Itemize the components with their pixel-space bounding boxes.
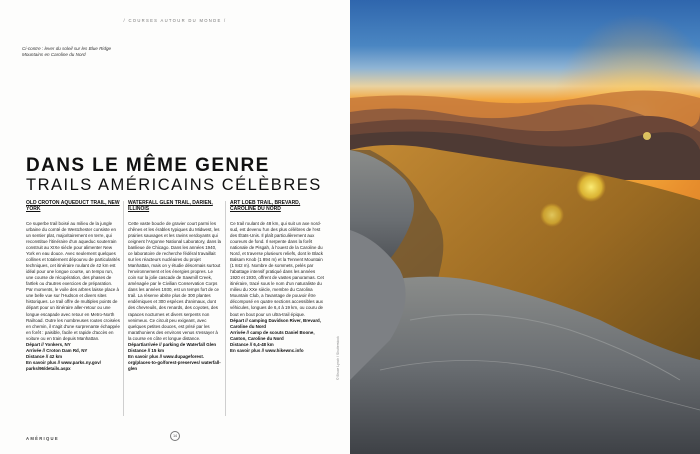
- trail-column-1: [26, 200, 120, 372]
- trail-title: ART LOEB TRAIL, BREVARD, CAROLINE DU NORD: [230, 200, 301, 213]
- trail-info: [128, 342, 222, 372]
- trail-description: Ce trail roulant de 48 km, qui suit un axe nord-sud, est devenu l'un des plus célèbres de l'est des États-Unis. Il plaît particulièrement aux coureurs de fond. Il serpente dans la forêt nationale de Pisgah, à l'ouest de la Caroline du Nord, et traverse plusieurs reliefs, dont le Black Balsam Knob (1 894 m) et la Tennent Mountain (1 842 m). Nombre de sommets, pelés par l'abattage intensif pratiqué dans les années 1920 et 1930, offrent de vastes panoramas. Cet itinéraire, tracé sous le nom d'un naturaliste du milieu du XXe siècle, membre du Carolina Mountain Club, a l'avantage de pouvoir être décomposé en quatre sections accessibles aux véhicules, longues de 6,4 à 19 km, ou couru de bout en bout pour un ultra-trail épique.: [230, 220, 324, 317]
- section-label: AMÉRIQUE: [26, 436, 59, 441]
- trail-more-info-link[interactable]: En savoir plus // www.parks.ny.gov/ parks/96/details.aspx: [26, 359, 101, 371]
- trail-distance: Distance // 6,4-48 km: [230, 341, 274, 347]
- column-divider: [123, 201, 124, 416]
- trail-start: Départ // Yonkers, NY: [26, 341, 71, 347]
- trail-more-info-link[interactable]: En savoir plus // www.hikewnc.info: [230, 347, 304, 353]
- trail-distance: Distance // 15 km: [128, 347, 165, 353]
- trail-title: WATERFALL GLEN TRAIL, DARIEN, ILLINOIS: [128, 200, 213, 213]
- column-divider: [225, 201, 226, 416]
- trail-title: OLD CROTON AQUEDUCT TRAIL, NEW YORK: [26, 200, 120, 213]
- trail-description: Ce superbe trail boisé au milieu de la jungle urbaine du comté de Westchester consiste en un sentier plat, majoritairement en terre, qui reconstitue l'itinéraire d'un aqueduc souterrain construit au XIXe siècle pour alimenter New York en eau douce. Avec seulement quelques collines et totalement dépourvu de particularités techniques, cet itinéraire roulant de 42 km est idéal pour une longue course, un tempo run, une course de récupération, des phases de fartlek ou d'autres exercices de préparation. Par moments, le voile des arbres laisse place à une belle vue sur l'Hudson et divers sites historiques. Le trail offre de multiples points de départ pour un itinéraire aller-retour ou une longue escapade avec retour en Metro-North Railroad. Outre les nombreuses routes croisées en chemin, il s'agit d'une surprenante échappée en forêt : paisible, facile et rapide d'accès en voiture ou en train depuis Manhattan.: [26, 220, 120, 341]
- photo-caption: Ci-contre : lever du soleil sur les Blue Ridge Mountains en Caroline du Nord: [22, 46, 112, 58]
- trail-start-end: Départ/arrivée // parking de Waterfall Glen: [128, 341, 217, 347]
- trail-more-info-link[interactable]: En savoir plus // www.dupageforest. org/places-to-go/forest-preserves/ waterfall-glen: [128, 353, 221, 371]
- trail-info: [26, 342, 120, 372]
- trail-info: [230, 318, 324, 354]
- page-number: 14: [170, 431, 180, 441]
- trail-column-2: [128, 200, 222, 372]
- photo-credit: © Bruce Lynch / Shutterstock: [336, 336, 340, 380]
- running-head: / COURSES AUTOUR DU MONDE /: [123, 18, 227, 23]
- article-subtitle: TRAILS AMÉRICAINS CÉLÈBRES: [26, 176, 322, 194]
- article-title: DANS LE MÊME GENRE: [26, 155, 270, 176]
- trail-start: Départ // camping Davidson River, Brevard, Caroline du Nord: [230, 317, 321, 329]
- lens-flare: [540, 203, 564, 227]
- trail-description: Cette vaste boucle de gravier court parmi les chênes et les érables typiques du Midwest, les prairies sauvages et les ravins verdoyants qui ceignent l'Argonne National Laboratory, dans la banlieue de Chicago. Dans les années 1940, ce laboratoire de recherche fédéral travaillait sur les réacteurs nucléaires du projet Manhattan, mais on y étudie désormais surtout l'environnement et les énergies propres. Le coin sur la jolie cascade de Sawmill Creek, aménagée par le Civilian Conservation Corps dans les années 1930, est un temps fort de ce trail. La réserve abrite plus de 300 plantes endémiques et 300 espèces d'animaux, dont des chevreuils, des renards, des coyotes, des rapaces nocturnes et divers serpents non venimeux. Ce circuit peu exigeant, avec quelques petites douces, est prisé par les marathoniens des environs venus s'essayer à la course en côte et longue distance.: [128, 220, 222, 341]
- trail-end: Arrivée // Croton Dam Rd, NY: [26, 347, 88, 353]
- lens-flare: [576, 172, 606, 202]
- sunrise-mountain-photo: [350, 0, 700, 454]
- lens-flare: [643, 132, 651, 140]
- photo-illustration: [350, 0, 700, 454]
- trail-column-3: [230, 200, 324, 354]
- trail-end: Arrivée // camp de scouts Daniel Boone, Canton, Caroline du Nord: [230, 329, 315, 341]
- trail-distance: Distance // 42 km: [26, 353, 63, 359]
